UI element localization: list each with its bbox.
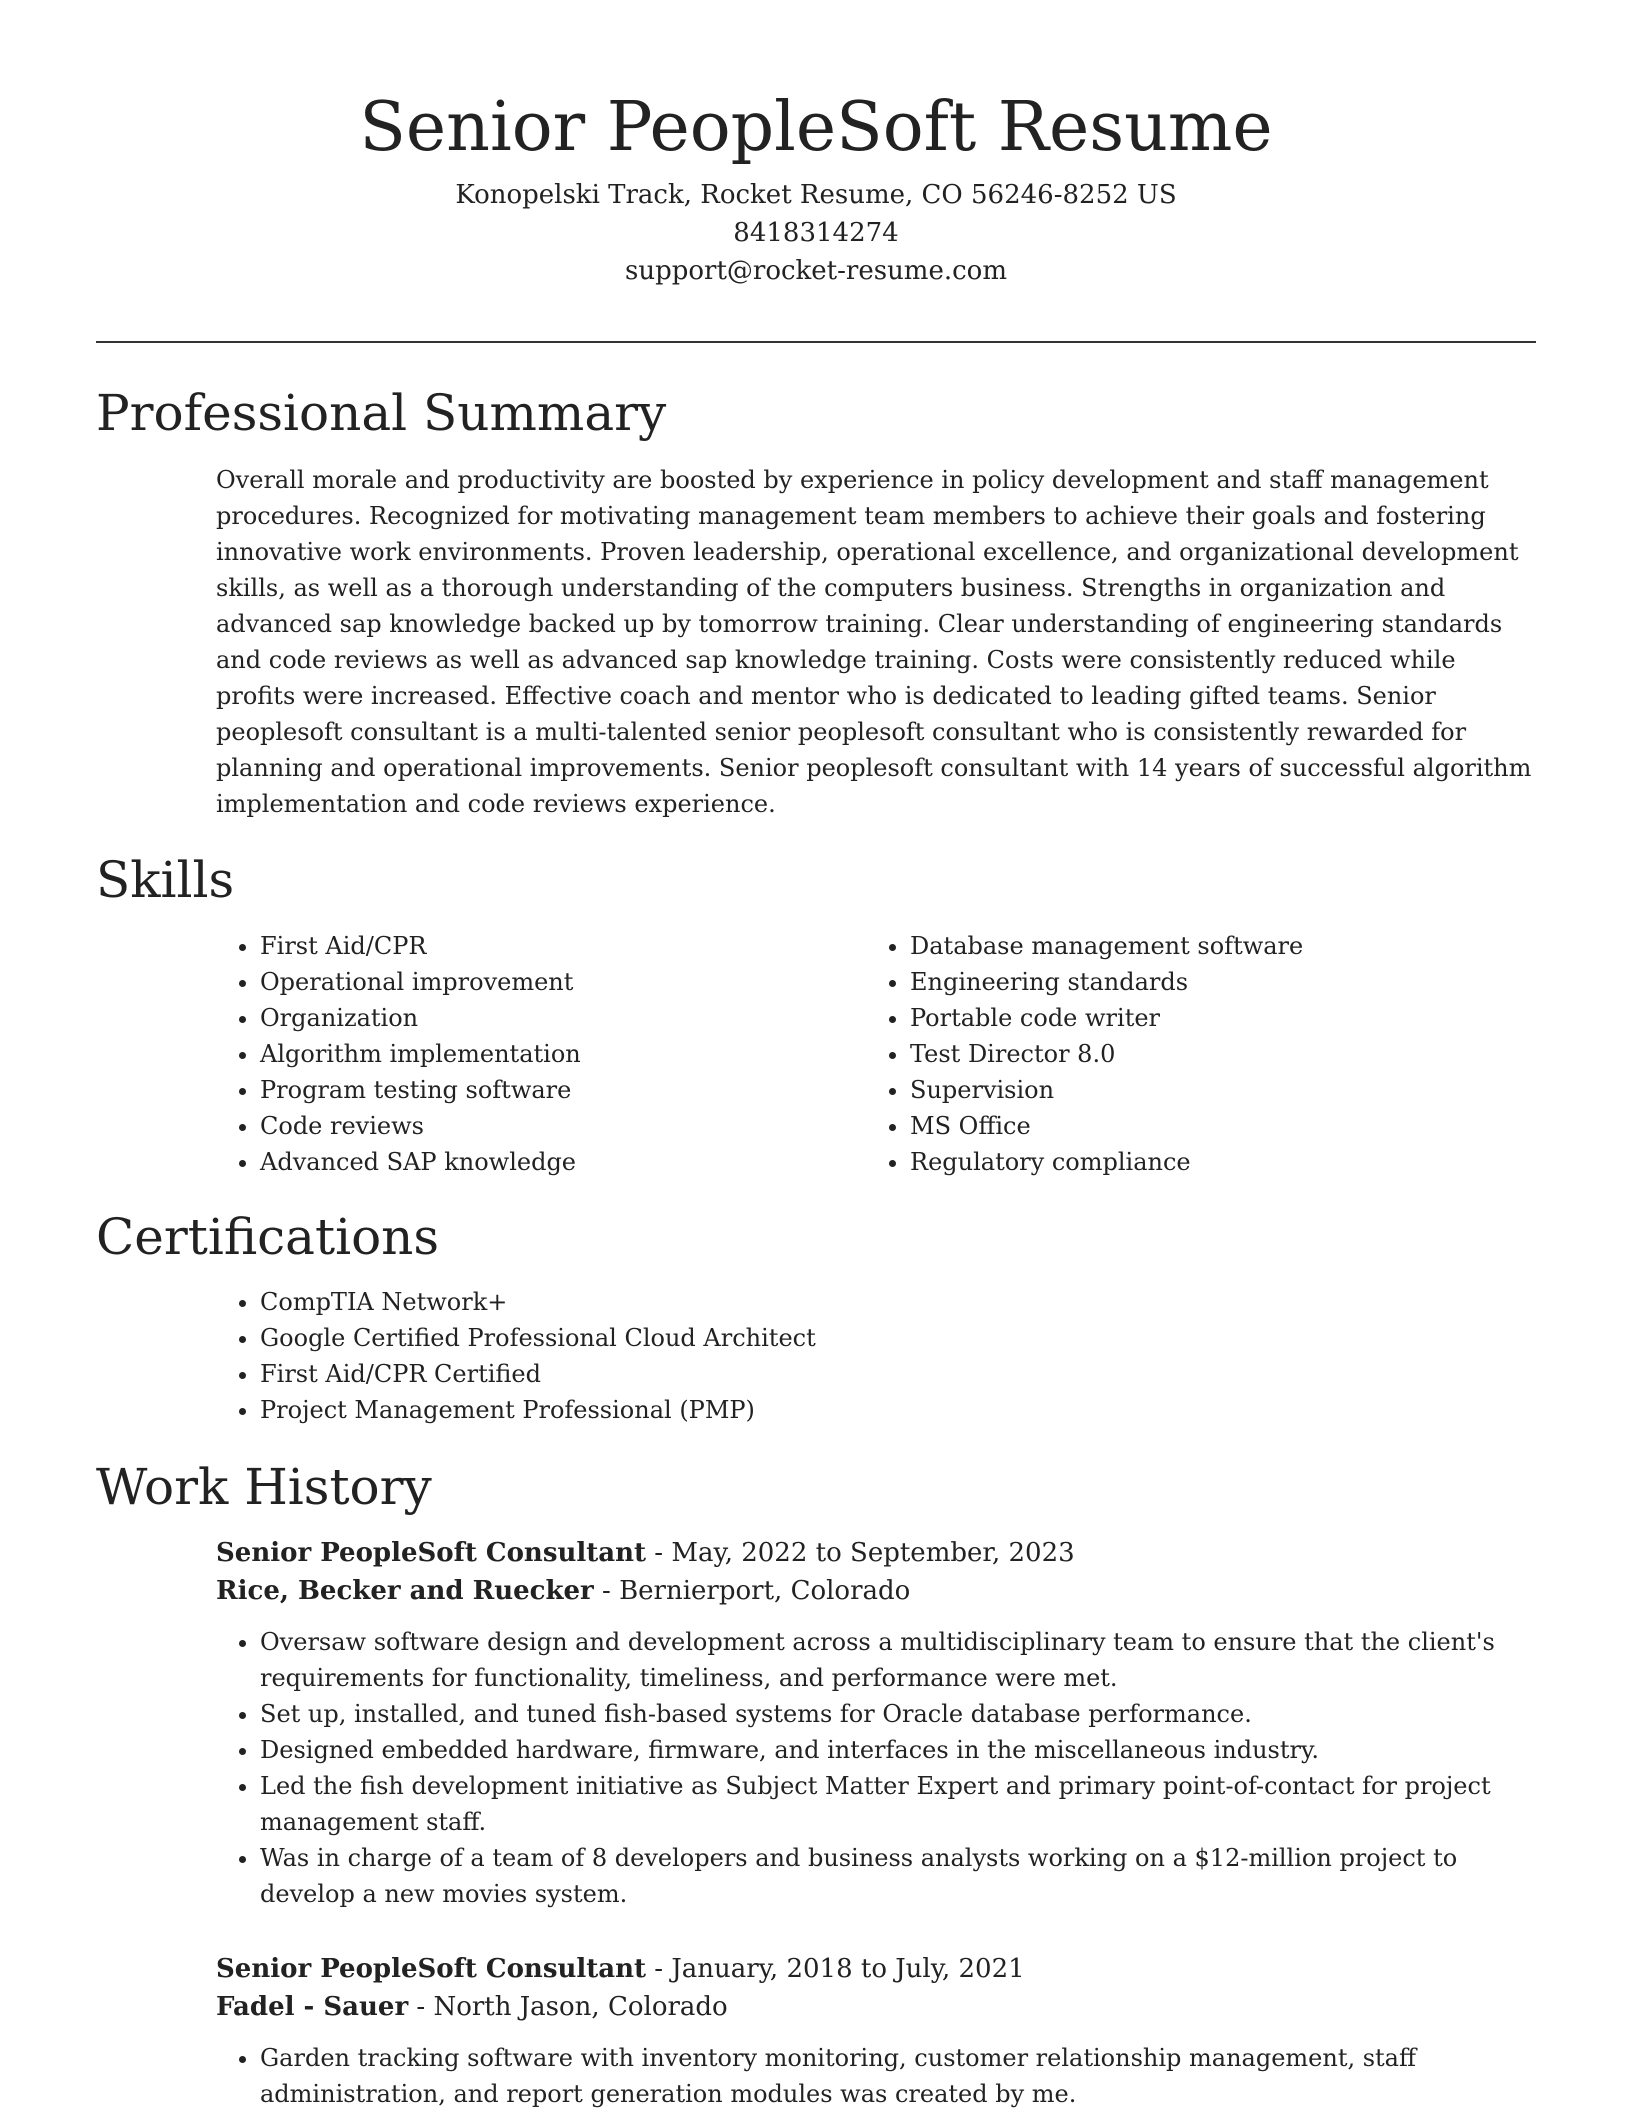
certifications-block <box>216 1284 1538 1428</box>
resume-header <box>96 80 1536 290</box>
list-item: • First Aid/CPR Certified <box>260 1356 1538 1392</box>
list-item: • Advanced SAP knowledge <box>260 1144 856 1180</box>
list-item: • First Aid/CPR <box>260 928 856 964</box>
job-company-line <box>216 1988 1538 2026</box>
job-title-line <box>216 1950 1538 1988</box>
job-dates: - January, 2018 to July, 2021 <box>646 1954 1025 1984</box>
job-bullets <box>216 2040 1538 2112</box>
job-role: Senior PeopleSoft Consultant <box>216 1538 647 1568</box>
job-bullets <box>216 1624 1538 1912</box>
list-item: • MS Office <box>910 1108 1506 1144</box>
summary-heading: Professional Summary <box>96 384 667 442</box>
list-item: • Algorithm implementation <box>260 1036 856 1072</box>
list-item: • Operational improvement <box>260 964 856 1000</box>
resume-name: Senior PeopleSoft Resume <box>359 88 1273 167</box>
work-history-heading: Work History <box>96 1458 432 1516</box>
list-item: • Database management software <box>910 928 1506 964</box>
job-entry-2 <box>216 1950 1538 2112</box>
certifications-heading: Certifications <box>96 1208 440 1266</box>
skills-list-right <box>866 928 1506 1180</box>
job-company: Fadel - Sauer <box>216 1992 409 2022</box>
contact-email: support@rocket-resume.com <box>624 256 1007 286</box>
header-divider <box>96 341 1536 343</box>
list-item: • Organization <box>260 1000 856 1036</box>
skills-right-column <box>866 928 1506 1180</box>
list-item: • Code reviews <box>260 1108 856 1144</box>
certifications-list <box>216 1284 1538 1428</box>
job-company: Rice, Becker and Ruecker <box>216 1576 594 1606</box>
job-entry-1 <box>216 1534 1538 1912</box>
list-item: • Project Management Professional (PMP) <box>260 1392 1538 1428</box>
list-item: • Program testing software <box>260 1072 856 1108</box>
job-dates: - May, 2022 to September, 2023 <box>646 1538 1075 1568</box>
skills-left-column <box>216 928 856 1180</box>
list-item: • Supervision <box>910 1072 1506 1108</box>
list-item: • Garden tracking software with inventory monitoring, customer relationship management, staff administration, and report generation modules was created by me. <box>260 2040 1538 2112</box>
list-item: • Test Director 8.0 <box>910 1036 1506 1072</box>
list-item: • Portable code writer <box>910 1000 1506 1036</box>
job-role: Senior PeopleSoft Consultant <box>216 1954 647 1984</box>
list-item: • Designed embedded hardware, firmware, and interfaces in the miscellaneous industry. <box>260 1732 1538 1768</box>
contact-phone: 8418314274 <box>733 218 899 248</box>
list-item: • Was in charge of a team of 8 developers and business analysts working on a $12-million project to develop a new movies system. <box>260 1840 1538 1912</box>
contact-address: Konopelski Track, Rocket Resume, CO 56246-8252 US <box>455 180 1177 210</box>
job-location: - North Jason, Colorado <box>408 1992 728 2022</box>
skills-list-left <box>216 928 856 1180</box>
list-item: • Google Certified Professional Cloud Architect <box>260 1320 1538 1356</box>
summary-text: Overall morale and productivity are boosted by experience in policy development and staff management procedures. Recognized for motivating management team members to achieve their goals and fostering innovative work environments. Proven leadership, operational excellence, and organizational development skills, as well as a thorough understanding of the computers business. Strengths in organization and advanced sap knowledge backed up by tomorrow training. Clear understanding of engineering standards and code reviews as well as advanced sap knowledge training. Costs were consistently reduced while profits were increased. Effective coach and mentor who is dedicated to leading gifted teams. Senior peoplesoft consultant is a multi-talented senior peoplesoft consultant who is consistently rewarded for planning and operational improvements. Senior peoplesoft consultant with 14 years of successful algorithm implementation and code reviews experience. <box>216 466 1532 818</box>
list-item: • Oversaw software design and development across a multidisciplinary team to ensure that the client's requirements for functionality, timeliness, and performance were met. <box>260 1624 1538 1696</box>
list-item: • Led the fish development initiative as Subject Matter Expert and primary point-of-contact for project management staff. <box>260 1768 1538 1840</box>
list-item: • CompTIA Network+ <box>260 1284 1538 1320</box>
job-company-line <box>216 1572 1538 1610</box>
job-location: - Bernierport, Colorado <box>593 1576 911 1606</box>
list-item: • Set up, installed, and tuned fish-based systems for Oracle database performance. <box>260 1696 1538 1732</box>
job-title-line <box>216 1534 1538 1572</box>
list-item: • Regulatory compliance <box>910 1144 1506 1180</box>
skills-heading: Skills <box>96 851 235 909</box>
list-item: • Engineering standards <box>910 964 1506 1000</box>
